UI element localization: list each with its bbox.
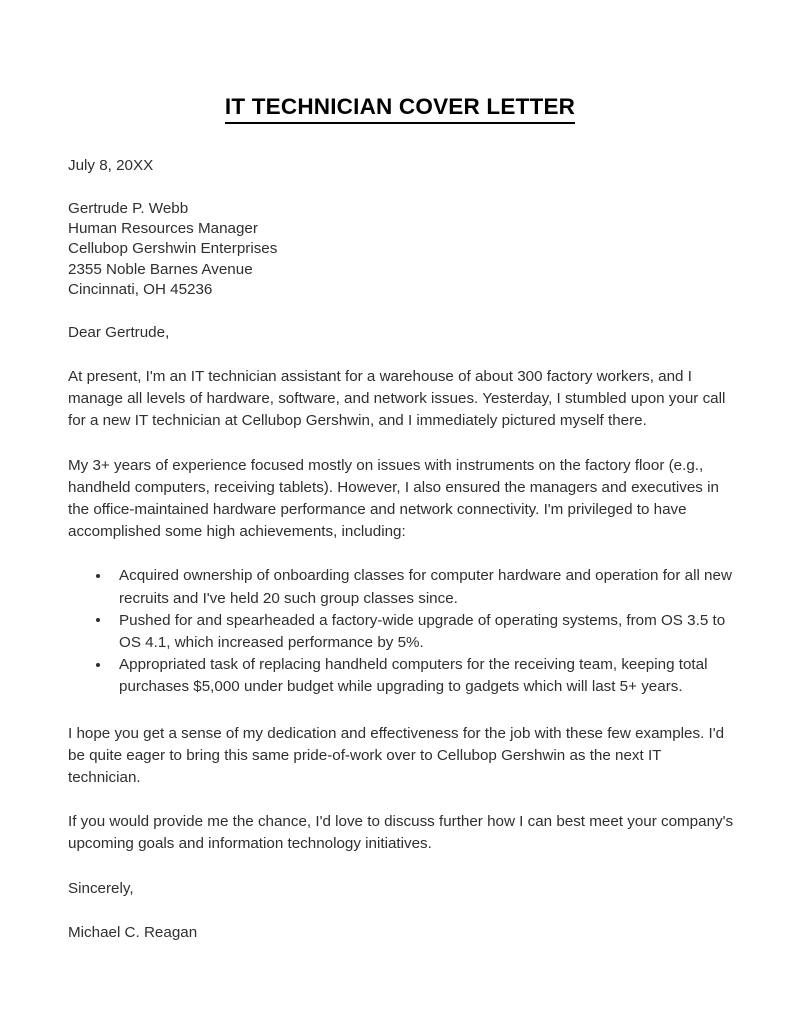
paragraph-closing-one: I hope you get a sense of my dedication and effectiveness for the job with these few examples. I'd be quite eager to bring this same pride-of-work over to Cellubop Gershwin as the next IT technician.: [68, 724, 725, 787]
spacer: [68, 177, 736, 199]
recipient-name: Gertrude P. Webb: [68, 200, 189, 217]
sender-name: Michael C. Reagan: [68, 923, 198, 941]
achievements-list: [68, 565, 736, 698]
spacer: [68, 900, 736, 922]
bullet-icon: [96, 574, 100, 578]
list-item: [68, 610, 736, 654]
spacer: [68, 699, 736, 723]
paragraph-experience: My 3+ years of experience focused mostly on issues with instruments on the factory floor (e.g., handheld computers, receiving tablets). However, I also ensured the managers and executives in the office-maintained hardware performance and network connectivity. I'm privileged to have accomplished some high achievements, including:: [68, 456, 719, 541]
list-item-text: Appropriated task of replacing handheld computers for the receiving team, keeping total purchases $5,000 under budget while upgrading to gadgets which will last 5+ years.: [119, 656, 708, 696]
list-item-text: Acquired ownership of onboarding classes for computer hardware and operation for all new recruits and I've held 20 such group classes since.: [119, 567, 732, 607]
list-item: [68, 565, 736, 609]
letter-body: [68, 155, 736, 944]
paragraph-intro: At present, I'm an IT technician assistant for a warehouse of about 300 factory workers, and I manage all levels of hardware, software, and network issues. Yesterday, I stumbled upon your call for a new IT technician at Cellubop Gershwin, and I immediately pictured myself there.: [68, 368, 726, 430]
recipient-city-state-zip: Cincinnati, OH 45236: [68, 280, 213, 298]
spacer: [68, 856, 736, 878]
salutation: Dear Gertrude,: [68, 324, 170, 342]
page-title-text: IT TECHNICIAN COVER LETTER: [225, 94, 575, 124]
recipient-street: 2355 Noble Barnes Avenue: [68, 260, 253, 278]
recipient-job-title: Human Resources Manager: [68, 220, 258, 238]
recipient-address-block: [68, 199, 736, 300]
spacer: [68, 344, 736, 366]
recipient-company: Cellubop Gershwin Enterprises: [68, 240, 278, 258]
list-item: [68, 654, 736, 698]
bullet-icon: [96, 618, 100, 622]
sign-off: Sincerely,: [68, 879, 134, 897]
letter-date: July 8, 20XX: [68, 157, 154, 174]
spacer: [68, 300, 736, 322]
bullet-icon: [96, 663, 100, 667]
page-title: [0, 94, 800, 124]
spacer: [68, 543, 736, 565]
list-item-text: Pushed for and spearheaded a factory-wide upgrade of operating systems, from OS 3.5 to OS 4.1, which increased performance by 5%.: [119, 611, 726, 652]
spacer: [68, 789, 736, 811]
paragraph-closing-two: If you would provide me the chance, I'd love to discuss further how I can best meet your company's upcoming goals and information technology initiatives.: [68, 813, 734, 853]
spacer: [68, 433, 736, 455]
